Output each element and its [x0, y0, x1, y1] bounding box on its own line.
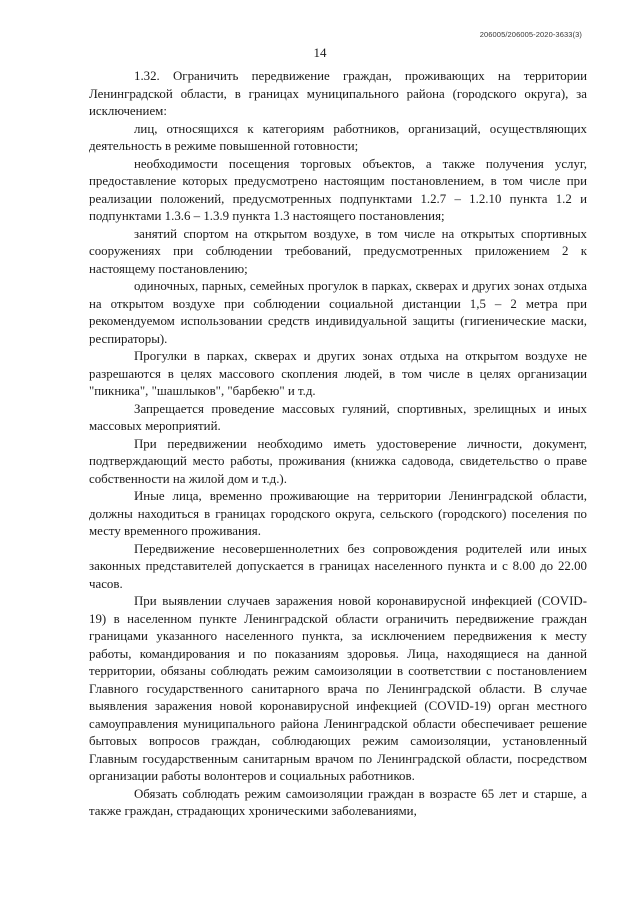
paragraph-mass-events-ban: Запрещается проведение массовых гуляний, спортивных, зрелищных и иных массовых мероприятий. [89, 401, 587, 433]
paragraph-exception-shopping: необходимости посещения торговых объектов, а также получения услуг, предоставление которых предусмотрено настоящим постановлением, в том числе при реализации положений, предусмотренных подпунктами 1.2.7 – 1.2.10 пункта 1.2 и подпунктами 1.3.6 – 1.3.9 пункта 1.3 настоящего постановления; [89, 156, 587, 223]
page-number: 14 [313, 45, 327, 60]
paragraph-temporary-residents: Иные лица, временно проживающие на территории Ленинградской области, должны находиться в границах городского округа, сельского (городского) поселения по месту временного проживания. [89, 489, 587, 538]
paragraph-identity-documents: При передвижении необходимо иметь удостоверение личности, документ, подтверждающий место работы, проживания (книжка садовода, свидетельство о праве собственности на жилой дом и т.д.). [89, 436, 587, 486]
paragraph-minors-movement: Передвижение несовершеннолетних без сопровождения родителей или иных законных представителей допускается в границах населенного пункта и с 8.00 до 22.00 часов. [89, 541, 587, 591]
paragraph-exception-walks: одиночных, парных, семейных прогулок в парках, скверах и других зонах отдыха на открытом воздухе при соблюдении социальной дистанции 1,5 – 2 метра при рекомендуемом использовании средств индивидуальной защиты (гигиенические маски, респираторы). [89, 279, 587, 346]
paragraph-exception-sports: занятий спортом на открытом воздухе, в том числе на открытых спортивных сооружениях при соблюдении требований, предусмотренных приложением 2 к настоящему постановлению; [89, 226, 587, 276]
paragraph-1-32-intro: 1.32. Ограничить передвижение граждан, проживающих на территории Ленинградской области, в границах муниципального района (городского округа), за исключением: [89, 69, 587, 118]
document-reference-number: 206005/206005-2020-3633(3) [479, 30, 582, 39]
paragraph-self-isolation-65-plus: Обязать соблюдать режим самоизоляции граждан в возрасте 65 лет и старше, а также граждан, страдающих хроническими заболеваниями, [89, 786, 587, 818]
paragraph-covid-outbreak-measures: При выявлении случаев заражения новой коронавирусной инфекцией (COVID-19) в населенном пункте Ленинградской области ограничить передвижение граждан границами указанного населенного пункта, за исключением передвижения к месту работы, командирования и по показаниям здоровья. Лица, находящиеся на данной территории, обязаны соблюдать режим самоизоляции в соответствии с постановлением Главного государственного санитарного врача по Ленинградской области. В случае выявления заражения новой коронавирусной инфекцией (COVID-19) орган местного самоуправления муниципального района Ленинградской области обеспечивает решение бытовых вопросов граждан, соблюдающих режим самоизоляции, установленный Главным государственным санитарным врачом по Ленинградской области, посредством организации работы волонтеров и социальных работников. [89, 594, 587, 783]
document-body [89, 68, 587, 821]
paragraph-walks-restriction: Прогулки в парках, скверах и других зонах отдыха на открытом воздухе не разрешаются в целях массового скопления людей, в том числе в целях организации "пикника", "шашлыков", "барбекю" и т.д. [89, 349, 587, 398]
paragraph-exception-workers: лиц, относящихся к категориям работников, организаций, осуществляющих деятельность в режиме повышенной готовности; [89, 121, 587, 153]
